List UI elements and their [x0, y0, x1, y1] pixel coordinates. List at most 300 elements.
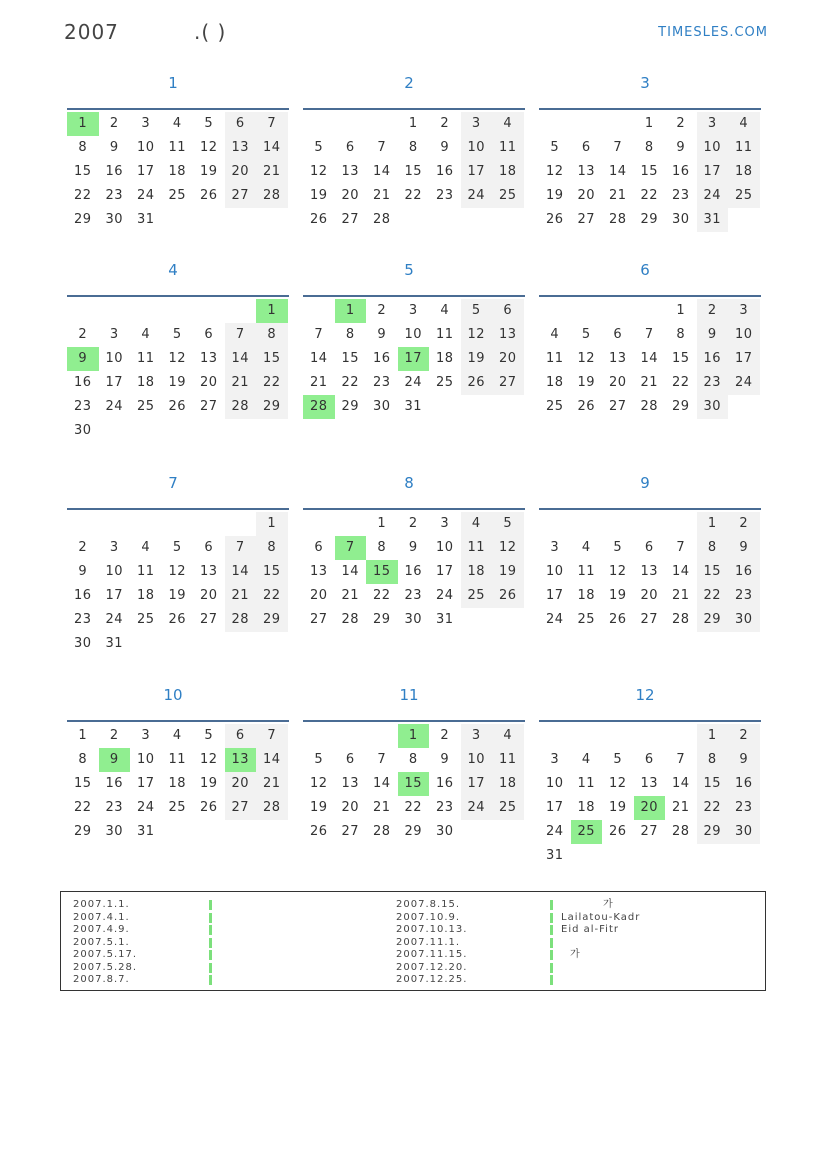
day-cell: 16	[435, 776, 454, 791]
day-cell: 18	[461, 560, 493, 584]
holiday-row	[73, 937, 403, 950]
holiday-column-right	[396, 899, 726, 987]
day-empty	[162, 512, 194, 536]
day-empty	[130, 299, 162, 323]
day-cell: 28	[256, 796, 288, 820]
day-empty	[634, 299, 666, 323]
day-cell: 16	[372, 351, 391, 366]
day-empty	[602, 112, 634, 136]
holiday-marker	[209, 900, 212, 910]
day-cell: 22	[73, 800, 92, 815]
day-empty	[130, 632, 162, 656]
day-cell: 4	[581, 752, 591, 767]
day-cell: 9	[728, 536, 760, 560]
holiday-date: 2007.8.15.	[396, 899, 461, 910]
holiday-row	[396, 949, 726, 962]
day-cell: 10	[728, 323, 760, 347]
holiday-date: 2007.5.1.	[73, 936, 130, 948]
week-row	[303, 208, 525, 232]
day-cell: 10	[697, 136, 729, 160]
day-empty	[193, 208, 225, 232]
day-cell: 7	[644, 327, 654, 342]
week-row	[539, 184, 761, 208]
day-cell: 17	[105, 588, 124, 603]
day-cell: 8	[256, 323, 288, 347]
day-cell: 11	[545, 351, 564, 366]
day-cell: 8	[256, 536, 288, 560]
day-cell: 8	[697, 536, 729, 560]
holiday-marker	[209, 913, 212, 923]
day-cell: 3	[550, 540, 560, 555]
day-cell: 22	[404, 188, 423, 203]
day-cell: 20	[341, 188, 360, 203]
day-cell: 26	[309, 212, 328, 227]
holiday-date: 2007.11.15.	[396, 949, 468, 960]
month-name: 10	[163, 686, 183, 704]
day-cell: 30	[404, 612, 423, 627]
day-cell: 9	[408, 540, 418, 555]
day-cell: 18	[136, 375, 155, 390]
day-cell: 18	[168, 164, 187, 179]
day-cell: 23	[728, 584, 760, 608]
day-cell: 27	[640, 612, 659, 627]
week-row	[67, 299, 289, 323]
day-cell: 12	[168, 564, 187, 579]
holiday-row	[73, 974, 403, 987]
holiday-row	[396, 962, 726, 975]
day-cell: 24	[136, 188, 155, 203]
holiday-date: 2007.4.1.	[73, 911, 130, 923]
day-cell: 9	[728, 748, 760, 772]
day-cell: 31	[136, 212, 155, 227]
day-cell: 19	[309, 188, 328, 203]
day-cell: 20	[640, 588, 659, 603]
day-empty	[256, 208, 288, 232]
day-cell: 1	[408, 116, 418, 131]
day-cell: 6	[613, 327, 623, 342]
day-cell: 24	[435, 588, 454, 603]
day-cell: 31	[404, 399, 423, 414]
day-cell: 14	[256, 748, 288, 772]
day-cell: 1	[697, 512, 729, 536]
day-cell: 24	[404, 375, 423, 390]
day-empty	[99, 512, 131, 536]
day-cell: 22	[697, 796, 729, 820]
day-cell: 19	[168, 588, 187, 603]
month-grid	[539, 108, 761, 232]
day-cell: 6	[644, 752, 654, 767]
day-cell: 21	[309, 375, 328, 390]
holiday-row	[73, 924, 403, 937]
day-cell: 6	[225, 112, 257, 136]
month-grid	[303, 720, 525, 844]
week-row	[303, 160, 525, 184]
holiday-date: 2007.1.1.	[73, 899, 130, 910]
site-logo[interactable]: TIMESLES.COM	[658, 25, 768, 40]
holiday-list	[60, 891, 766, 991]
day-cell: 12	[492, 536, 524, 560]
week-row	[539, 160, 761, 184]
day-cell: 29	[256, 608, 288, 632]
day-cell: 12	[608, 776, 627, 791]
day-cell: 14	[372, 164, 391, 179]
day-cell: 12	[199, 140, 218, 155]
day-cell: 28	[256, 184, 288, 208]
day-cell: 25	[461, 584, 493, 608]
week-row	[303, 184, 525, 208]
day-cell: 23	[671, 188, 690, 203]
day-cell: 4	[172, 116, 182, 131]
day-cell: 22	[640, 188, 659, 203]
day-cell: 12	[545, 164, 564, 179]
holiday-row	[396, 974, 726, 987]
day-cell: 27	[309, 612, 328, 627]
day-cell: 2	[676, 116, 686, 131]
day-empty	[162, 419, 194, 443]
month-grid	[67, 508, 289, 656]
day-cell: 13	[341, 776, 360, 791]
day-empty	[602, 844, 634, 868]
day-cell: 30	[73, 636, 92, 651]
week-row	[303, 820, 525, 844]
day-cell: 19	[309, 800, 328, 815]
day-empty	[366, 724, 398, 748]
day-empty	[634, 724, 666, 748]
day-empty	[728, 395, 760, 419]
holiday-column-left	[73, 899, 403, 987]
day-empty	[602, 512, 634, 536]
day-cell: 25	[492, 184, 524, 208]
day-cell: 29	[73, 824, 92, 839]
week-row	[67, 371, 289, 395]
day-cell: 2	[78, 327, 88, 342]
day-cell: 27	[199, 612, 218, 627]
day-empty	[335, 512, 367, 536]
day-cell: 25	[571, 820, 603, 844]
holiday-row	[396, 924, 726, 937]
week-row	[303, 347, 525, 371]
day-cell: 5	[613, 540, 623, 555]
week-row	[539, 820, 761, 844]
day-cell: 8	[408, 140, 418, 155]
day-cell: 10	[404, 327, 423, 342]
day-cell: 19	[608, 800, 627, 815]
day-cell: 20	[225, 160, 257, 184]
day-empty	[571, 299, 603, 323]
day-cell: 19	[545, 188, 564, 203]
week-row	[539, 748, 761, 772]
day-cell: 6	[204, 540, 214, 555]
week-row	[67, 608, 289, 632]
day-cell: 17	[105, 375, 124, 390]
day-cell: 9	[99, 748, 131, 772]
day-cell: 16	[728, 560, 760, 584]
day-cell: 29	[640, 212, 659, 227]
month-name: 4	[168, 261, 178, 279]
day-cell: 16	[435, 164, 454, 179]
day-cell: 13	[199, 351, 218, 366]
day-cell: 11	[492, 748, 524, 772]
day-empty	[461, 820, 493, 844]
day-cell: 20	[634, 796, 666, 820]
week-row	[67, 536, 289, 560]
day-empty	[256, 820, 288, 844]
holiday-row	[73, 962, 403, 975]
week-row	[67, 560, 289, 584]
day-cell: 16	[105, 776, 124, 791]
day-cell: 26	[492, 584, 524, 608]
day-cell: 4	[141, 327, 151, 342]
week-row	[67, 772, 289, 796]
week-row	[539, 772, 761, 796]
day-cell: 25	[728, 184, 760, 208]
day-cell: 17	[136, 776, 155, 791]
day-cell: 26	[608, 824, 627, 839]
day-cell: 21	[256, 772, 288, 796]
day-cell: 8	[644, 140, 654, 155]
day-cell: 15	[256, 560, 288, 584]
day-cell: 27	[341, 212, 360, 227]
day-cell: 24	[461, 796, 493, 820]
day-cell: 26	[608, 612, 627, 627]
day-cell: 16	[697, 347, 729, 371]
day-cell: 16	[73, 375, 92, 390]
holiday-row	[396, 912, 726, 925]
week-row	[539, 395, 761, 419]
day-cell: 6	[492, 299, 524, 323]
day-cell: 8	[345, 327, 355, 342]
day-cell: 22	[372, 588, 391, 603]
day-cell: 29	[341, 399, 360, 414]
day-cell: 7	[676, 540, 686, 555]
day-empty	[571, 844, 603, 868]
day-cell: 28	[372, 824, 391, 839]
day-cell: 17	[461, 772, 493, 796]
day-cell: 4	[550, 327, 560, 342]
day-cell: 28	[671, 824, 690, 839]
day-empty	[366, 112, 398, 136]
day-cell: 7	[377, 140, 387, 155]
day-empty	[665, 844, 697, 868]
day-cell: 8	[78, 140, 88, 155]
month-name: 12	[635, 686, 655, 704]
day-empty	[225, 512, 257, 536]
day-cell: 29	[372, 612, 391, 627]
day-empty	[130, 512, 162, 536]
day-cell: 10	[136, 752, 155, 767]
day-cell: 31	[435, 612, 454, 627]
day-cell: 18	[728, 160, 760, 184]
day-cell: 11	[136, 564, 155, 579]
month-grid	[539, 295, 761, 419]
day-cell: 19	[168, 375, 187, 390]
day-cell: 6	[225, 724, 257, 748]
day-cell: 25	[435, 375, 454, 390]
title-year: 2007	[64, 20, 119, 44]
day-cell: 15	[404, 164, 423, 179]
day-cell: 19	[577, 375, 596, 390]
day-empty	[225, 820, 257, 844]
day-cell: 12	[461, 323, 493, 347]
holiday-row	[396, 899, 726, 912]
day-cell: 28	[303, 395, 335, 419]
day-cell: 21	[256, 160, 288, 184]
week-row	[539, 584, 761, 608]
holiday-row	[73, 912, 403, 925]
day-cell: 13	[577, 164, 596, 179]
day-cell: 26	[168, 399, 187, 414]
day-cell: 10	[461, 748, 493, 772]
day-empty	[162, 208, 194, 232]
day-cell: 13	[225, 748, 257, 772]
month-grid	[303, 295, 525, 419]
week-row	[303, 299, 525, 323]
day-cell: 28	[372, 212, 391, 227]
day-empty	[461, 208, 493, 232]
day-cell: 21	[372, 188, 391, 203]
holiday-date: 2007.5.28.	[73, 961, 138, 973]
holiday-marker	[209, 925, 212, 935]
week-row	[303, 560, 525, 584]
day-cell: 9	[440, 140, 450, 155]
day-cell: 1	[697, 724, 729, 748]
holiday-marker	[550, 913, 553, 923]
day-cell: 19	[492, 560, 524, 584]
day-cell: 27	[199, 399, 218, 414]
day-empty	[303, 299, 335, 323]
day-cell: 17	[728, 347, 760, 371]
day-empty	[335, 112, 367, 136]
day-empty	[225, 299, 257, 323]
day-cell: 11	[577, 564, 596, 579]
month-name: 1	[168, 74, 178, 92]
day-cell: 7	[314, 327, 324, 342]
day-empty	[193, 512, 225, 536]
day-cell: 17	[398, 347, 430, 371]
week-row	[67, 820, 289, 844]
day-empty	[634, 512, 666, 536]
day-cell: 23	[105, 800, 124, 815]
day-empty	[162, 632, 194, 656]
week-row	[67, 347, 289, 371]
day-cell: 3	[728, 299, 760, 323]
day-cell: 4	[581, 540, 591, 555]
day-empty	[492, 208, 524, 232]
day-cell: 11	[168, 752, 187, 767]
day-cell: 10	[435, 540, 454, 555]
month-name: 2	[404, 74, 414, 92]
day-empty	[256, 419, 288, 443]
day-cell: 14	[372, 776, 391, 791]
day-cell: 2	[728, 724, 760, 748]
day-cell: 2	[78, 540, 88, 555]
day-empty	[602, 299, 634, 323]
day-cell: 7	[676, 752, 686, 767]
day-cell: 5	[172, 327, 182, 342]
day-cell: 7	[256, 724, 288, 748]
day-empty	[193, 820, 225, 844]
day-cell: 26	[309, 824, 328, 839]
day-cell: 13	[341, 164, 360, 179]
week-row	[67, 208, 289, 232]
day-cell: 21	[671, 800, 690, 815]
day-cell: 19	[199, 776, 218, 791]
holiday-marker	[550, 963, 553, 973]
day-empty	[193, 419, 225, 443]
month-grid	[67, 295, 289, 443]
day-cell: 2	[697, 299, 729, 323]
day-cell: 13	[640, 776, 659, 791]
day-cell: 6	[345, 140, 355, 155]
day-cell: 4	[728, 112, 760, 136]
day-empty	[665, 512, 697, 536]
week-row	[539, 371, 761, 395]
holiday-date: 2007.11.1.	[396, 936, 461, 948]
week-row	[303, 512, 525, 536]
day-cell: 17	[697, 160, 729, 184]
day-cell: 23	[435, 800, 454, 815]
day-cell: 3	[408, 303, 418, 318]
day-cell: 30	[73, 423, 92, 438]
month-name: 6	[640, 261, 650, 279]
day-empty	[67, 512, 99, 536]
day-empty	[539, 724, 571, 748]
day-cell: 2	[377, 303, 387, 318]
day-cell: 4	[440, 303, 450, 318]
day-cell: 8	[377, 540, 387, 555]
day-cell: 30	[435, 824, 454, 839]
day-cell: 1	[67, 112, 99, 136]
holiday-name: 가	[603, 899, 614, 910]
holiday-date: 2007.10.9.	[396, 911, 461, 923]
day-cell: 27	[225, 184, 257, 208]
day-cell: 7	[613, 140, 623, 155]
week-row	[67, 748, 289, 772]
day-cell: 5	[172, 540, 182, 555]
day-cell: 29	[697, 608, 729, 632]
holiday-row	[73, 899, 403, 912]
week-row	[303, 724, 525, 748]
day-cell: 8	[697, 748, 729, 772]
day-empty	[398, 208, 430, 232]
day-cell: 9	[78, 564, 88, 579]
day-cell: 1	[78, 728, 88, 743]
day-empty	[539, 512, 571, 536]
day-cell: 2	[109, 116, 119, 131]
month-name: 8	[404, 474, 414, 492]
day-empty	[461, 395, 493, 419]
day-empty	[256, 632, 288, 656]
day-empty	[665, 724, 697, 748]
day-cell: 27	[577, 212, 596, 227]
day-cell: 5	[581, 327, 591, 342]
holiday-row	[73, 949, 403, 962]
day-cell: 20	[309, 588, 328, 603]
day-cell: 22	[341, 375, 360, 390]
day-cell: 6	[204, 327, 214, 342]
day-cell: 4	[461, 512, 493, 536]
day-empty	[728, 208, 760, 232]
week-row	[303, 772, 525, 796]
day-cell: 23	[404, 588, 423, 603]
week-row	[303, 136, 525, 160]
week-row	[303, 323, 525, 347]
day-cell: 29	[73, 212, 92, 227]
month-grid	[67, 720, 289, 844]
day-cell: 3	[461, 724, 493, 748]
day-cell: 28	[671, 612, 690, 627]
day-cell: 19	[199, 164, 218, 179]
